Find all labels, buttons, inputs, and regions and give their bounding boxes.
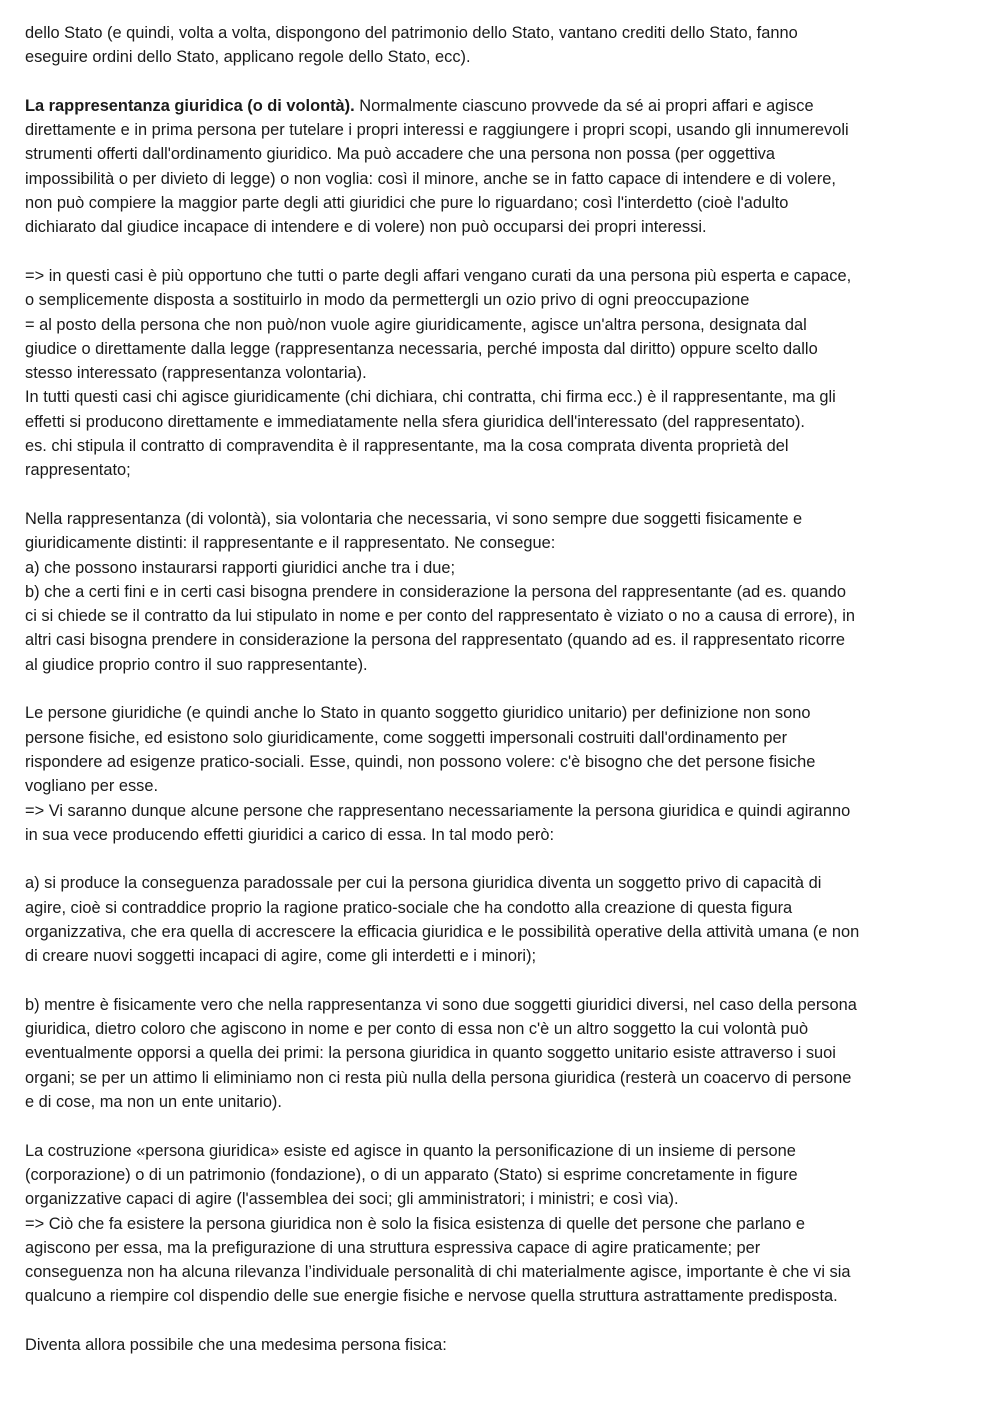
text-line: persone fisiche, ed esistono solo giuridicamente, come soggetti impersonali costruiti dall'ordinamento per [25, 728, 788, 747]
text-line: b) che a certi fini e in certi casi bisogna prendere in considerazione la persona del rappresentante (ad es. quando [25, 582, 846, 601]
text-line: effetti si producono direttamente e immediatamente nella sfera giuridica dell'interessato (del rappresentato). [25, 412, 805, 431]
text-line: stesso interessato (rappresentanza volontaria). [25, 364, 367, 383]
text-line: => Vi saranno dunque alcune persone che rappresentano necessariamente la persona giuridica e quindi agiranno [25, 801, 851, 820]
text-run: Normalmente ciascuno provvede da sé ai propri affari e agisce [354, 96, 814, 115]
text-line: giuridicamente distinti: il rappresentante e il rappresentato. Ne consegue: [25, 534, 556, 553]
text-line: In tutti questi casi chi agisce giuridicamente (chi dichiara, chi contratta, chi firma ecc.) è il rappresentante, ma gli [25, 388, 836, 407]
text-line: in sua vece producendo effetti giuridici a carico di essa. In tal modo però: [25, 825, 555, 844]
text-line: dello Stato (e quindi, volta a volta, dispongono del patrimonio dello Stato, vantano crediti dello Stato, fanno [25, 24, 798, 42]
paragraph-conclusion [25, 1333, 970, 1357]
text-line: organizzativa, che era quella di accrescere la efficacia giuridica e le possibilità operative della attività umana (e non [25, 922, 860, 941]
text-line: rispondere ad esigenze pratico-sociali. Esse, quindi, non possono volere: c'è bisogno che det persone fisiche [25, 752, 816, 771]
text-line: giuridica, dietro coloro che agiscono in nome e per conto di essa non c'è un altro soggetto la cui volontà può [25, 1020, 809, 1039]
text-line: La costruzione «persona giuridica» esiste ed agisce in quanto la personificazione di un insieme di persone [25, 1141, 796, 1160]
text-line: organizzative capaci di agire (l'assemblea dei soci; gli amministratori; i ministri; e così via). [25, 1190, 679, 1209]
text-line: ci si chiede se il contratto da lui stipulato in nome e per conto del rappresentato è viziato o no a causa di errore), in [25, 607, 856, 626]
text-line: agiscono per essa, ma la prefigurazione di una struttura espressiva capace di agire praticamente; per [25, 1238, 761, 1257]
text-line: (corporazione) o di un patrimonio (fondazione), o di un apparato (Stato) si esprime concretamente in figure [25, 1165, 798, 1184]
text-line: organi; se per un attimo li eliminiamo non ci resta più nulla della persona giuridica (resterà un coacervo di persone [25, 1068, 852, 1087]
text-line: eseguire ordini dello Stato, applicano regole dello Stato, ecc). [25, 48, 471, 67]
text-line: Le persone giuridiche (e quindi anche lo Stato in quanto soggetto giuridico unitario) per definizione non sono [25, 704, 811, 723]
paragraph-persone-giuridiche [25, 701, 970, 847]
paragraph-costruzione [25, 1139, 970, 1309]
text-line: agire, cioè si contraddice proprio la ragione pratico-sociale che ha condotto alla creazione di questa figura [25, 898, 793, 917]
paragraph-soggetti [25, 507, 970, 677]
text-line: giudice o direttamente dalla legge (rappresentanza necessaria, perché imposta dal diritto) oppure scelto dallo [25, 339, 818, 358]
text-line: a) che possono instaurarsi rapporti giuridici anche tra i due; [25, 558, 456, 577]
text-line: impossibilità o per divieto di legge) o non voglia: così il minore, anche se in fatto capace di intendere e di volere, [25, 169, 836, 188]
text-line: a) si produce la conseguenza paradossale per cui la persona giuridica diventa un soggetto privo di capacità di [25, 874, 822, 893]
text-line: strumenti offerti dall'ordinamento giuridico. Ma può accadere che una persona non possa (per oggettiva [25, 145, 775, 164]
paragraph-intro [25, 21, 970, 70]
text-line: conseguenza non ha alcuna rilevanza l’individuale personalità di chi materialmente agisce, importante è che vi sia [25, 1263, 851, 1282]
text-line: qualcuno a riempire col dispendio delle sue energie fisiche e nervose quella struttura astrattamente predisposta. [25, 1287, 838, 1306]
paragraph-point-b [25, 993, 970, 1114]
section-heading: La rappresentanza giuridica (o di volontà). [25, 96, 355, 115]
text-line: Diventa allora possibile che una medesima persona fisica: [25, 1336, 447, 1355]
text-line: eventualmente opporsi a quella dei primi: la persona giuridica in quanto soggetto unitario esiste attraverso i suoi [25, 1044, 836, 1063]
text-line [25, 94, 970, 118]
text-line: al giudice proprio contro il suo rappresentante). [25, 655, 368, 674]
text-line: => Ciò che fa esistere la persona giuridica non è solo la fisica esistenza di quelle det persone che parlano e [25, 1214, 805, 1233]
text-line: di creare nuovi soggetti incapaci di agire, come gli interdetti e i minori); [25, 947, 537, 966]
text-line: => in questi casi è più opportuno che tutti o parte degli affari vengano curati da una persona più esperta e capace, [25, 266, 852, 285]
text-line: es. chi stipula il contratto di compravendita è il rappresentante, ma la cosa comprata diventa proprietà del [25, 437, 789, 456]
text-line: vogliano per esse. [25, 777, 159, 796]
text-line: Nella rappresentanza (di volontà), sia volontaria che necessaria, vi sono sempre due soggetti fisicamente e [25, 509, 803, 528]
text-line: direttamente e in prima persona per tutelare i propri interessi e raggiungere i propri scopi, usando gli innumerevoli [25, 121, 849, 140]
paragraph-rappresentanza [25, 94, 970, 240]
text-line: e di cose, ma non un ente unitario). [25, 1093, 282, 1112]
text-line: o semplicemente disposta a sostituirlo in modo da permettergli un ozio privo di ogni preoccupazione [25, 291, 750, 310]
text-line: = al posto della persona che non può/non vuole agire giuridicamente, agisce un'altra persona, designata dal [25, 315, 807, 334]
paragraph-casi [25, 264, 970, 483]
paragraph-point-a [25, 871, 970, 968]
text-line: b) mentre è fisicamente vero che nella rappresentanza vi sono due soggetti giuridici diversi, nel caso della persona [25, 995, 857, 1014]
text-line: dichiarato dal giudice incapace di intendere e di volere) non può occuparsi dei propri interessi. [25, 218, 707, 237]
text-line: rappresentato; [25, 461, 131, 480]
text-line: non può compiere la maggior parte degli atti giuridici che pure lo riguardano; così l'interdetto (cioè l'adulto [25, 194, 789, 213]
text-line: altri casi bisogna prendere in considerazione la persona del rappresentato (quando ad es. il rappresentato ricorre [25, 631, 846, 650]
